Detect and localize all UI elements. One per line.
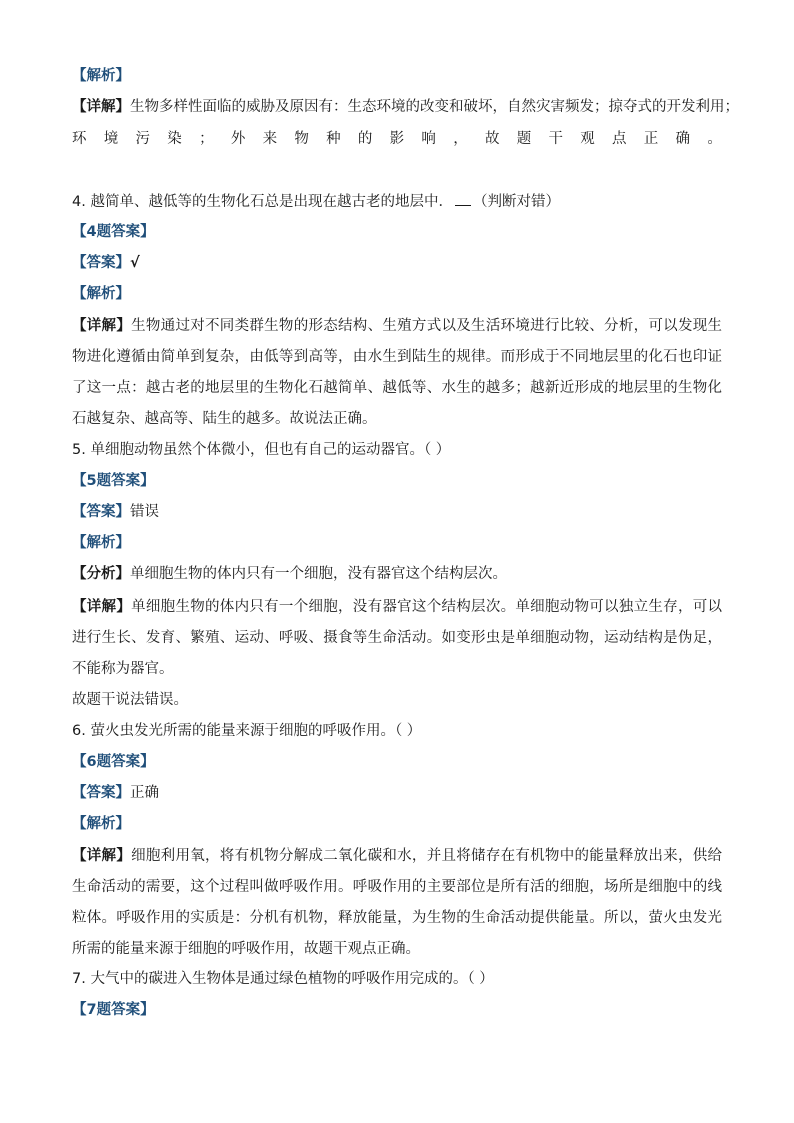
q5-detail: [72, 592, 722, 685]
q3-spread-char: 的: [357, 131, 373, 147]
q5-answer: 错误: [130, 504, 159, 520]
q6-answer: 正确: [130, 785, 159, 801]
q3-detail-line1: [72, 97, 739, 117]
q5-xiangjie-label: 【详解】: [72, 599, 132, 615]
q4-answer-header: 【4题答案】: [72, 224, 155, 240]
q6-detail-text: 细胞利用氧，将有机物分解成二氧化碳和水，并且将储存在有机物中的能量释放出来，供给生命活动的需要，这个过程叫做呼吸作用。呼吸作用的主要部位是所有活的细胞，场所是细胞中的线粒体。呼吸作用的实质是：分机有机物，释放能量，为生物的生命活动提供能量。所以，萤火虫发光所需的能量来源于细胞的呼吸作用，故题干观点正确。: [72, 848, 723, 957]
q3-spread-char: 题: [516, 131, 532, 147]
q5-analysis: 单细胞生物的体内只有一个细胞，没有器官这个结构层次。: [130, 566, 507, 582]
q6-xiangjie-label: 【详解】: [72, 848, 132, 864]
q5-answer-header: 【5题答案】: [72, 473, 155, 489]
q3-jiexi-label: 【解析】: [72, 68, 130, 84]
q3-spread-char: 影: [389, 131, 405, 147]
q3-spread-char: 来: [262, 131, 278, 147]
q3-detail-text: 生物多样性面临的威胁及原因有：生态环境的改变和破坏，自然灾害频发；掠夺式的开发利用；: [130, 99, 739, 115]
q5-analysis-line: [72, 564, 507, 584]
q3-spread-char: 种: [326, 131, 341, 147]
q4-jiexi-label: 【解析】: [72, 286, 130, 302]
q4-detail-text: 生物通过对不同类群生物的形态结构、生殖方式以及生活环境进行比较、分析，可以发现生物进化遵循由简单到复杂，由低等到高等，由水生到陆生的规律。而形成于不同地层里的化石也印证了这一点：越古老的地层里的生物化石越简单、越低等、水生的越多；越新近形成的地层里的生物化石越复杂、越高等、陆生的越多。故说法正确。: [72, 318, 723, 427]
q3-spread-char: 故: [484, 131, 500, 147]
q5-detail-text: 单细胞生物的体内只有一个细胞，没有器官这个结构层次。单细胞动物可以独立生存，可以进行生长、发育、繁殖、运动、呼吸、摄食等生命活动。如变形虫是单细胞动物，运动结构是伪足，不能称为器官。: [72, 599, 723, 677]
q5-question: 5. 单细胞动物虽然个体微小，但也有自己的运动器官。（ ）: [72, 442, 451, 458]
q4-daan-label: 【答案】: [72, 255, 130, 271]
q6-question: 6. 萤火虫发光所需的能量来源于细胞的呼吸作用。（ ）: [72, 723, 422, 739]
q4-question-post: （判断对错）: [472, 194, 560, 210]
q4-xiangjie-label: 【详解】: [72, 318, 132, 334]
q6-jiexi-label: 【解析】: [72, 816, 130, 832]
q4-answer: √: [130, 255, 140, 271]
q5-fenxi-label: 【分析】: [72, 566, 130, 582]
q3-spread-char: 观: [580, 131, 595, 147]
q3-detail-line2: [72, 129, 722, 149]
q3-spread-char: 外: [230, 131, 246, 147]
q5-answer-line: [72, 502, 159, 522]
q3-spread-char: 环: [72, 131, 87, 147]
q3-spread-char: 响: [421, 131, 436, 147]
q6-answer-line: [72, 783, 159, 803]
q4-answer-blank: [455, 191, 471, 206]
q3-spread-char: 确: [675, 131, 691, 147]
q3-spread-char: 境: [103, 131, 119, 147]
q7-question: 7. 大气中的碳进入生物体是通过绿色植物的呼吸作用完成的。（ ）: [72, 971, 494, 987]
q6-daan-label: 【答案】: [72, 785, 130, 801]
q3-spread-char: 物: [294, 131, 309, 147]
q4-detail: [72, 311, 722, 435]
q3-spread-char: 。: [707, 131, 722, 147]
q5-conclusion: 故题干说法错误。: [72, 692, 188, 708]
q3-spread-char: 染: [167, 131, 182, 147]
q5-daan-label: 【答案】: [72, 504, 130, 520]
q3-spread-char: 正: [643, 131, 659, 147]
q3-spread-char: 点: [612, 131, 627, 147]
q3-spread-char: 污: [135, 131, 151, 147]
q7-answer-header: 【7题答案】: [72, 1002, 155, 1018]
q6-answer-header: 【6题答案】: [72, 754, 155, 770]
q4-question: [72, 191, 560, 212]
q3-xiangjie-label: 【详解】: [72, 99, 130, 115]
q5-jiexi-label: 【解析】: [72, 535, 130, 551]
q6-detail: [72, 841, 722, 965]
q3-spread-char: ；: [199, 131, 214, 147]
q3-spread-char: 干: [548, 131, 563, 147]
q3-spread-char: ，: [453, 131, 468, 147]
q4-answer-line: [72, 253, 140, 273]
q4-question-pre: 4. 越简单、越低等的生物化石总是出现在越古老的地层中．: [72, 194, 453, 210]
